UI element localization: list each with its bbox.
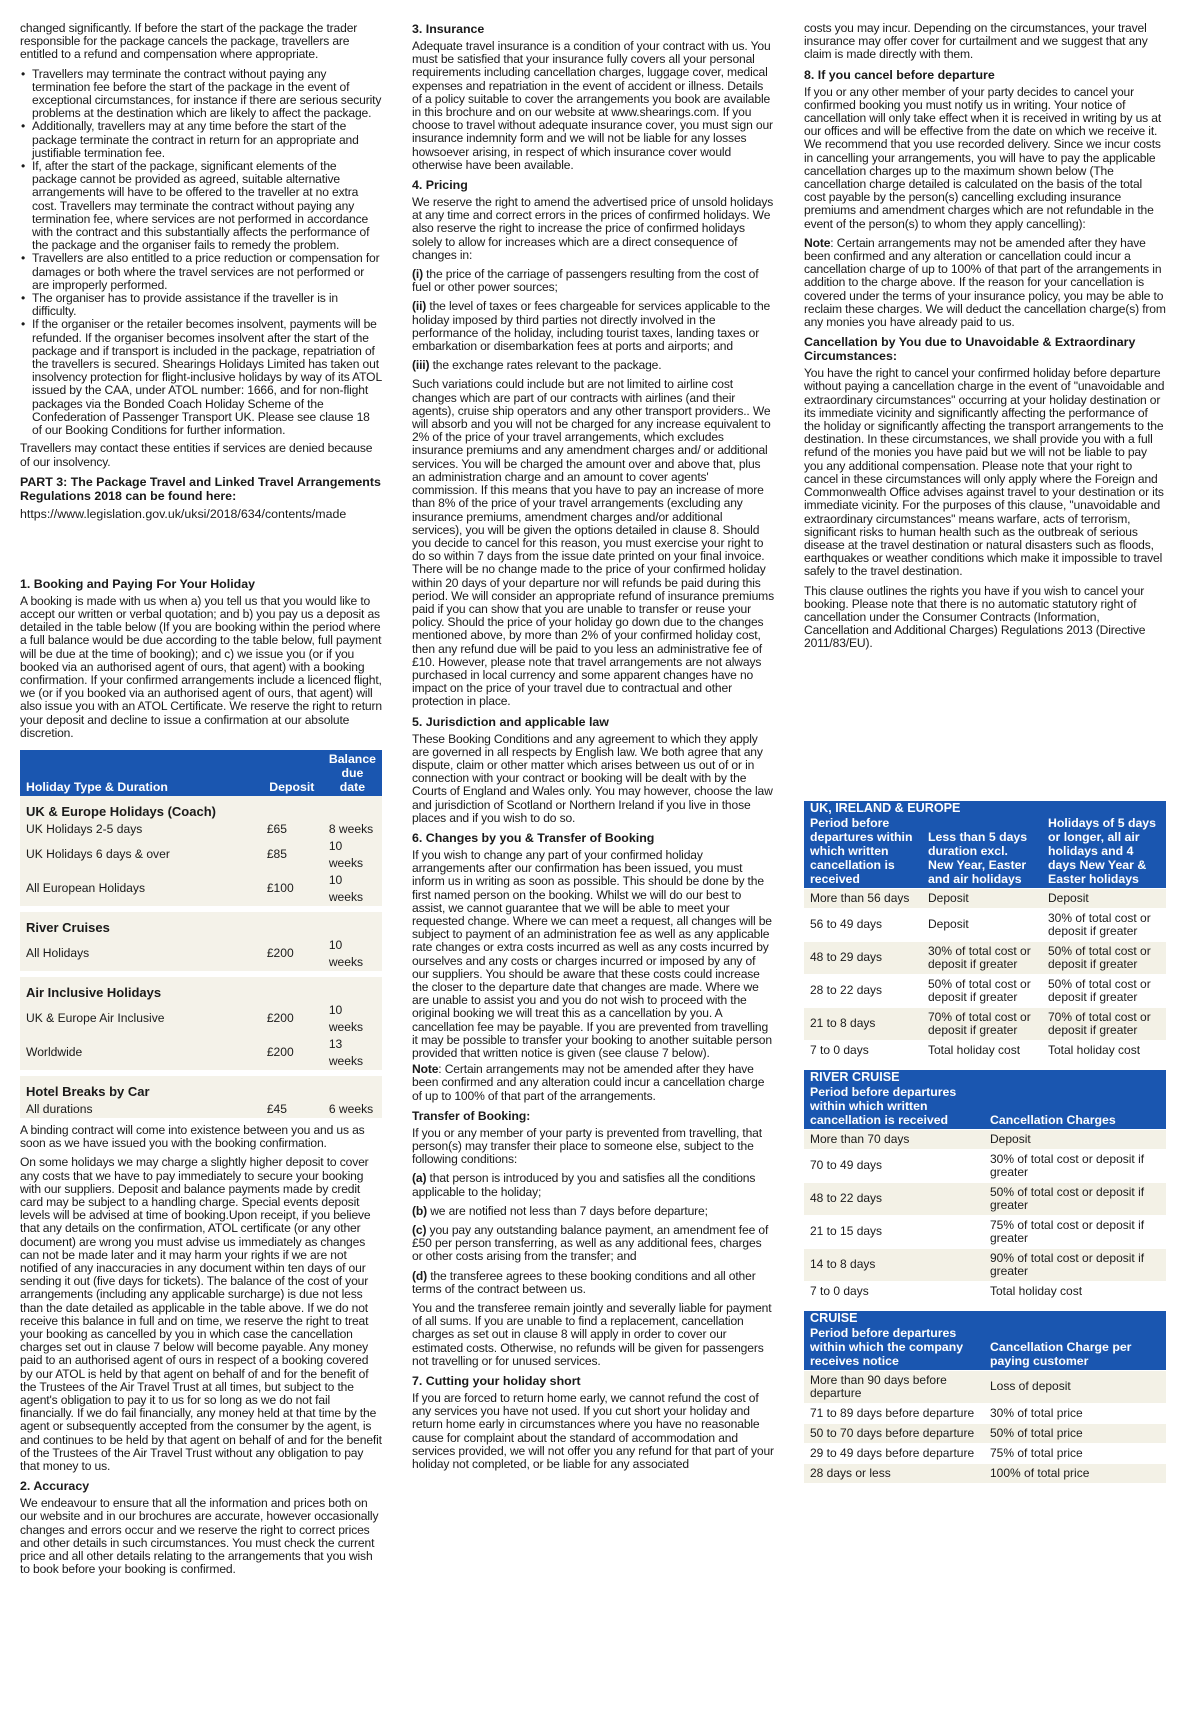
charge-cell: 90% of total cost or deposit if greater (984, 1248, 1166, 1281)
charge-cell: Total holiday cost (1042, 1040, 1166, 1060)
column-header: Cancellation Charge per paying customer (984, 1326, 1166, 1371)
table-row (804, 1443, 1166, 1463)
row-balance: 10 weeks (328, 937, 364, 969)
charge-cell: 70% of total cost or deposit if greater (922, 1007, 1042, 1040)
period-cell: More than 70 days (804, 1129, 984, 1149)
row-label: All European Holidays (26, 881, 145, 896)
column-header: Cancellation Charges (984, 1085, 1166, 1130)
charge-cell: 75% of total cost or deposit if greater (984, 1215, 1166, 1248)
charge-cell: 100% of total price (984, 1463, 1166, 1483)
contract-paragraph: A binding contract will come into existence between you and us as soon as we have issued you with the booking confirmation. (20, 1122, 365, 1151)
column-header: Less than 5 days duration excl. New Year, Easter and air holidays (922, 816, 1042, 889)
table-row (804, 1129, 1166, 1149)
pricing-item-i (412, 268, 774, 294)
charge-cell: 70% of total cost or deposit if greater (1042, 1007, 1166, 1040)
column-header: Period before departures within which written cancellation is received (804, 1085, 984, 1130)
table-row (804, 974, 1166, 1007)
column-header: Period before departures within which the company receives notice (804, 1326, 984, 1371)
section-5-paragraph: These Booking Conditions and any agreement to which they apply are governed in all respects by English law. We both agree that any dispute, claim or other matter which arises between us out of or in connection with your contract or booking will be dealt with by the Courts of England and Wales only. You may however, choose the law and jurisdiction of Scotland or Northern Ireland if you live in those places and if you wish to do so. (412, 731, 773, 825)
legislation-link[interactable]: https://www.legislation.gov.uk/uksi/2018/634/contents/made (20, 506, 347, 521)
table-title: CRUISE (804, 1311, 1166, 1326)
row-deposit: £85 (266, 847, 288, 862)
column-header: Holidays of 5 days or longer, all air holidays and 4 days New Year & Easter holidays (1042, 816, 1166, 889)
table-row (804, 1215, 1166, 1248)
row-label: UK Holidays 6 days & over (26, 847, 170, 862)
table-row (804, 1182, 1166, 1215)
bullet-item: • Additionally, travellers may at any time before the start of the package terminate the contract in return for an appropriate and justifiable termination fee. (20, 120, 382, 160)
contact-paragraph: Travellers may contact these entities if services are denied because of our insolvency. (20, 441, 373, 469)
river-cruise-table (804, 1070, 1166, 1301)
bullet-item: • If, after the start of the package, significant elements of the package cannot be provided as agreed, suitable alternative arrangements will have to be offered to the traveller at no extra cost. Travellers may terminate the contract without paying any termination fee, where services are not performed in accordance with the contract and this substantially affects the performance of the package and the organiser fails to remedy the problem. (20, 160, 382, 252)
unavoidable-paragraph: You have the right to cancel your confirmed holiday before departure without paying a cancellation charge in the event of "unavoidable and extraordinary circumstances" occurring at your holiday destination or its immediate vicinity and significantly affecting the performance of the holiday or significantly affecting the transport arrangements to the destination. In these circumstances, we shall provide you with a full refund of the monies you have paid but we will not be liable to pay you any additional compensation. Please note that your right to cancel in these circumstances will only apply where the Foreign and Commonwealth Office advises against travel to your destination or its immediate vicinity. For the purposes of this clause, "unavoidable and extraordinary circumstances" means warfare, acts of terrorism, significant risks to human health such as the outbreak of serious disease at the travel destination or natural disasters such as floods, earthquakes or weather conditions which make it impossible to travel safely to the travel destination. (804, 366, 1165, 579)
charge-cell: 30% of total cost or deposit if greater (984, 1149, 1166, 1182)
deposit-table-header-type: Holiday Type & Duration (20, 750, 261, 796)
section-1-heading: 1. Booking and Paying For Your Holiday (20, 576, 255, 591)
row-balance: 6 weeks (328, 1101, 374, 1116)
section-4-paragraph: We reserve the right to amend the advertised price of unsold holidays at any time and correct errors in the prices of confirmed holidays. We also reserve the right to increase the price of confirmed holidays solely to allow for increases which are a direct consequence of changes in: (412, 195, 774, 262)
charge-cell: 75% of total price (984, 1443, 1166, 1463)
column-right (804, 22, 1166, 1716)
table-row (804, 888, 1166, 908)
cruise-table (804, 1311, 1166, 1483)
period-cell: 7 to 0 days (804, 1040, 922, 1060)
section-2-paragraph: We endeavour to ensure that all the information and prices both on our website and in our brochures are accurate, however occasionally changes and errors occur and we reserve the right to correct prices and other details in such circumstances. You must check the current price and all other details relating to the arrangements that you wish to book before your booking is confirmed. (20, 1496, 379, 1577)
charge-cell: Total holiday cost (922, 1040, 1042, 1060)
unavoidable-heading: Cancellation by You due to Unavoidable & Extraordinary Circumstances: (804, 335, 1136, 364)
column-header: Period before departures within which written cancellation is received (804, 816, 922, 889)
period-cell: 21 to 8 days (804, 1007, 922, 1040)
statutory-paragraph: This clause outlines the rights you have if you wish to cancel your booking. Please note that there is no automatic statutory right of cancellation under the Consumer Contracts (Information, Cancellation and Additional Charges) Regulations 2013 (Directive 2011/83/EU). (804, 583, 1146, 651)
transfer-condition-c (412, 1224, 774, 1264)
row-deposit: £200 (266, 1011, 294, 1026)
bullet-item: • If the organiser or the retailer becomes insolvent, payments will be refunded. If the organiser becomes insolvent after the start of the package and if transport is included in the package, repatriation of the travellers is secured. Shearings Holidays Limited has taken out insolvency protection for flight-inclusive holidays by way of its ATOL issued by the CAA, under ATOL number: 1666, and for non-flight packages via the Bonded Coach Holiday Scheme of the Confederation of Passenger Transport UK. Please see clause 18 of our Booking Conditions for further information. (20, 318, 382, 437)
table-title: RIVER CRUISE (804, 1070, 1166, 1085)
section-3-paragraph: Adequate travel insurance is a condition of your contract with us. You must be satisfied that your insurance fully covers all your personal requirements including cancellation charges, luggage cover, medical expenses and repatriation in the event of accident or illness. Details of a policy suitable to cover the arrangements you book are available in this brochure and on our website at www.shearings.com. If you choose to travel without adequate insurance cover, you must sign our insurance indemnity form and we will not be liable for any losses howsoever arising, in respect of which insurance cover would otherwise have been available. (412, 39, 773, 172)
transfer-heading: Transfer of Booking: (412, 1108, 531, 1123)
item-text: that person is introduced by you and satisfies all the conditions applicable to the holiday; (412, 1171, 756, 1199)
item-marker: (c) (412, 1223, 427, 1238)
bullet-item: • Travellers are also entitled to a price reduction or compensation for damages or both where the travel services are not performed or are improperly performed. (20, 252, 382, 292)
row-deposit: £100 (266, 881, 294, 896)
row-balance: 8 weeks (328, 821, 374, 836)
charge-cell: 30% of total price (984, 1403, 1166, 1423)
charge-cell: 50% of total cost or deposit if greater (922, 974, 1042, 1007)
column-left (20, 22, 382, 1716)
charge-cell: Deposit (1042, 888, 1166, 908)
deposit-table-header-deposit: Deposit (261, 750, 323, 796)
row-balance: 10 weeks (328, 1002, 364, 1034)
section-8-heading: 8. If you cancel before departure (804, 67, 995, 82)
period-cell: 70 to 49 days (804, 1149, 984, 1182)
period-cell: 56 to 49 days (804, 908, 922, 941)
note-label: Note (804, 235, 831, 250)
section-4-heading: 4. Pricing (412, 178, 468, 193)
item-text: you pay any outstanding balance payment, an amendment fee of £50 per person transferring, as well as any additional fees, charges or other costs arising from the transfer; and (412, 1223, 769, 1264)
note-text: : Certain arrangements may not be amended after they have been confirmed and any alteration or cancellation could incur a cancellation charge of up to 100% of that part of the arrangements in addition to the charge above. If the reason for your cancellation is covered under the terms of your insurance policy, you may be able to reclaim these charges. We will deduct the cancellation charge(s) from any monies you have already paid to us. (804, 235, 1166, 330)
period-cell: 48 to 29 days (804, 941, 922, 974)
table-row (20, 937, 382, 971)
row-label: All Holidays (26, 946, 90, 961)
table-row (804, 1248, 1166, 1281)
table-row (804, 1403, 1166, 1423)
period-cell: 71 to 89 days before departure (804, 1403, 984, 1423)
section-2-heading: 2. Accuracy (20, 1479, 90, 1494)
period-cell: More than 56 days (804, 888, 922, 908)
table-row (20, 838, 382, 872)
period-cell: More than 90 days before departure (804, 1370, 984, 1403)
table-row (20, 1036, 382, 1070)
item-text: the transferee agrees to these booking conditions and all other terms of the contract between us. (412, 1268, 756, 1296)
note-text: : Certain arrangements may not be amended after they have been confirmed and any alteration could incur a cancellation charge of up to 100% of that part of the arrangements. (412, 1062, 765, 1103)
section-6-note (412, 1063, 774, 1103)
bullet-item: • Travellers may terminate the contract without paying any termination fee before the start of the package in the event of exceptional circumstances, for instance if there are serious security problems at the destination which are likely to affect the package. (20, 68, 382, 121)
part3-heading: PART 3: The Package Travel and Linked Travel Arrangements Regulations 2018 can be found here: (20, 474, 381, 503)
row-label: UK Holidays 2-5 days (26, 821, 143, 836)
charge-cell: Loss of deposit (984, 1370, 1166, 1403)
section-7-paragraph: If you are forced to return home early, we cannot refund the cost of any services you have not used. If you cut short your holiday and return home early in circumstances where you have no reasonable cause for complaint about the standard of accommodation and services provided, we will not offer you any refund for that part of your holiday not completed, or be liable for any associated (412, 1391, 774, 1472)
item-marker: (a) (412, 1171, 427, 1186)
rights-bullet-list (20, 68, 382, 438)
transfer-condition-d (412, 1270, 774, 1296)
row-deposit: £45 (266, 1101, 288, 1116)
item-text: we are notified not less than 7 days before departure; (427, 1203, 708, 1218)
period-cell: 7 to 0 days (804, 1281, 984, 1301)
section-5-heading: 5. Jurisdiction and applicable law (412, 714, 609, 729)
item-text: the price of the carriage of passengers resulting from the cost of fuel or other power sources; (412, 267, 759, 295)
row-label: All durations (26, 1101, 93, 1116)
section-7-heading: 7. Cutting your holiday short (412, 1374, 581, 1389)
transfer-liability-paragraph: You and the transferee remain jointly and severally liable for payment of all sums. If you are unable to find a replacement, cancellation charges as set out in clause 8 will apply in order to cover our estimated costs. Otherwise, no refunds will be given for passengers not travelling or for unused services. (412, 1301, 772, 1368)
section-8-paragraph: If you or any other member of your party decides to cancel your confirmed booking you must notify us in writing. Your notice of cancellation will only take effect when it is received in writing by us at our offices and will be effective from the date on which we receive it. We recommend that you use recorded delivery. Since we incur costs in cancelling your arrangements, you will have to pay the applicable cancellation charges up to the maximum shown below (The cancellation charge detailed is calculated on the basis of the total cost payable by the person(s) cancelling excluding insurance premiums and amendment charges which are not refundable in the event of the person(s) to whom they apply cancelling): (804, 84, 1162, 231)
table-row (804, 1423, 1166, 1443)
table-row (20, 1002, 382, 1036)
row-balance: 10 weeks (328, 872, 364, 904)
deposit-group-title: Air Inclusive Holidays (26, 984, 162, 1000)
row-balance: 13 weeks (328, 1036, 364, 1068)
charge-cell: Total holiday cost (984, 1281, 1166, 1301)
item-text: the exchange rates relevant to the package. (429, 358, 662, 373)
item-text: the level of taxes or fees chargeable for services applicable to the holiday imposed by third parties not directly involved in the performance of the holiday, including tourist taxes, landing taxes or embarkation or disembarkation fees at ports and airports; and (412, 299, 771, 354)
table-row (804, 1370, 1166, 1403)
transfer-condition-a (412, 1172, 774, 1198)
continued-paragraph: costs you may incur. Depending on the circumstances, your travel insurance may offer cover for curtailment and we suggest that any claim is made directly with them. (804, 22, 1148, 62)
row-deposit: £200 (266, 1045, 294, 1060)
bullet-item: • The organiser has to provide assistance if the traveller is in difficulty. (20, 292, 382, 318)
charge-cell: Deposit (922, 908, 1042, 941)
period-cell: 50 to 70 days before departure (804, 1423, 984, 1443)
charge-cell: Deposit (984, 1129, 1166, 1149)
charge-cell: 50% of total cost or deposit if greater (984, 1182, 1166, 1215)
intro-paragraph: changed significantly. If before the start of the package the trader responsible for the package cancels the package, travellers are entitled to a refund and compensation where appropriate. (20, 22, 358, 62)
item-marker: (d) (412, 1268, 427, 1283)
charge-cell: 30% of total cost or deposit if greater (1042, 908, 1166, 941)
period-cell: 28 days or less (804, 1463, 984, 1483)
row-balance: 10 weeks (328, 838, 364, 870)
row-deposit: £65 (266, 821, 288, 836)
table-row (804, 1040, 1166, 1060)
deposit-paragraph: On some holidays we may charge a slightly higher deposit to cover any costs that we have to pay immediately to secure your booking with our suppliers. Deposit and balance payments made by credit card may be subject to a handling charge. Special events deposit levels will be advised at time of booking.Upon receipt, if you believe that any details on the confirmation, ATOL certificate (or any other document) are wrong you must advise us immediately as changes can not be made later and it may harm your rights if we are not notified of any inaccuracies in any document within ten days of our sending it out (five days for tickets). The balance of the cost of your arrangements (including any applicable surcharge) is due not less than the date detailed as applicable in the table above. If we do not receive this balance in full and on time, we reserve the right to treat your booking as cancelled by you in which case the cancellation charges set out in clause 7 below will become payable. Any money paid to an authorised agent of ours in respect of a booking covered by our ATOL is held by that agent on behalf of and for the benefit of the Trustees of the Air Travel Trust at all times, but subject to the agent's obligation to pay it to us for so long as we do not fail financially. If we do fail financially, any money held at that time by the agent or subsequently accepted from the consumer by the agent, is and continues to be held by that agent on behalf of and for the benefit of the Trustees of the Air Travel Trust without any obligation to pay that money to us. (20, 1155, 382, 1474)
period-cell: 48 to 22 days (804, 1182, 984, 1215)
pricing-variations-paragraph: Such variations could include but are not limited to airline cost changes which are part of our contracts with airlines (and their agents), cruise ship operators and any other transport providers.. We will absorb and you will not be charged for any increase equivalent to 2% of the price of your travel arrangements, which excludes insurance premiums and any amendment charges and/ or additional services. You will be charged the amount over and above that, plus an administration charge and an amount to cover agents' commission. If this means that you have to pay an increase of more than 8% of the price of your travel arrangements (excluding any insurance premiums, amendment charges and/or additional services), you will be given the options detailed in clause 8. Should you decide to cancel for this reason, you must exercise your right to do so within 7 days from the issue date printed on your final invoice. There will be no change made to the price of your confirmed holiday within 20 days of your departure nor will refunds be paid during this period. We will consider an appropriate refund of insurance premiums paid if you can show that you are unable to transfer or reuse your policy. Should the price of your holiday go down due to the changes mentioned above, by more than 2% of your confirmed holiday cost, then any refund due will be paid to you less an administrative fee of £10. However, please note that travel arrangements are not always purchased in local currency and some apparent changes have no impact on the price of your travel due to contractual and other protection in place. (412, 377, 774, 709)
period-cell: 29 to 49 days before departure (804, 1443, 984, 1463)
table-row (804, 908, 1166, 941)
section-8-note (804, 237, 1166, 329)
table-title: UK, IRELAND & EUROPE (804, 801, 1166, 816)
item-marker: (ii) (412, 299, 427, 314)
section-6-heading: 6. Changes by you & Transfer of Booking (412, 830, 655, 845)
period-cell: 14 to 8 days (804, 1248, 984, 1281)
table-row (804, 1281, 1166, 1301)
row-label: Worldwide (26, 1045, 83, 1060)
table-row (20, 821, 382, 838)
item-marker: (i) (412, 267, 423, 282)
section-3-heading: 3. Insurance (412, 22, 485, 36)
charge-cell: 30% of total cost or deposit if greater (922, 941, 1042, 974)
charge-cell: 50% of total cost or deposit if greater (1042, 974, 1166, 1007)
pricing-item-iii (412, 359, 774, 372)
charge-cell: 50% of total price (984, 1423, 1166, 1443)
table-row (804, 1463, 1166, 1483)
period-cell: 21 to 15 days (804, 1215, 984, 1248)
note-label: Note (412, 1062, 439, 1077)
charge-cell: 50% of total cost or deposit if greater (1042, 941, 1166, 974)
table-row (804, 1007, 1166, 1040)
deposit-group-title: River Cruises (26, 919, 110, 935)
section-1-paragraph: A booking is made with us when a) you tell us that you would like to accept our written or verbal quotation; and b) you pay us a deposit as detailed in the table below (If you are booking within the period where a full balance would be due according to the table below, full payment will be due at the time of booking); and c) we issue you (or if you booked via an authorised agent of ours, that agent) with a booking confirmation. If your confirmed arrangements include a licenced flight, we (or if you booked via an authorised agent of ours, that agent) will also issue you with an ATOL Certificate. We reserve the right to return your deposit and decline to issue a confirmation at our absolute discretion. (20, 593, 382, 740)
transfer-paragraph: If you or any member of your party is prevented from travelling, that person(s) may transfer their place to someone else, subject to the following conditions: (412, 1125, 762, 1167)
column-middle (412, 22, 774, 1716)
charge-cell: Deposit (922, 888, 1042, 908)
item-marker: (b) (412, 1203, 427, 1218)
deposit-group-title: UK & Europe Holidays (Coach) (26, 803, 216, 819)
deposit-group-title: Hotel Breaks by Car (26, 1083, 150, 1099)
deposit-table (20, 750, 382, 1118)
deposit-table-header-balance: Balance due date (323, 750, 382, 796)
table-row (804, 1149, 1166, 1182)
transfer-condition-b (412, 1205, 774, 1218)
item-marker: (iii) (412, 358, 430, 373)
row-deposit: £200 (266, 946, 294, 961)
row-label: UK & Europe Air Inclusive (26, 1011, 165, 1026)
table-row (20, 1101, 382, 1118)
table-row (804, 941, 1166, 974)
pricing-item-ii (412, 300, 774, 353)
period-cell: 28 to 22 days (804, 974, 922, 1007)
table-row (20, 872, 382, 906)
section-6-paragraph: If you wish to change any part of your confirmed holiday arrangements after our confirmation has been issued, you must inform us in writing as soon as possible. This should be done by the first named person on the booking. Whilst we will do our best to assist, we cannot guarantee that we will be able to meet your requested change. Where we can meet a request, all changes will be subject to payment of an administration fee as well as any applicable rate changes or extra costs incurred as well as any costs incurred by ourselves and any costs or charges incurred or imposed by any of our suppliers. You should be aware that these costs could increase the closer to the departure date that changes are made. Where we are unable to assist you and you do not wish to proceed with the original booking we will treat this as a cancellation by you. A cancellation fee may be payable. If you are prevented from travelling it may be possible to transfer your booking to another suitable person provided that written notice is given (see clause 7 below). (412, 847, 772, 1061)
uk-ireland-europe-table (804, 801, 1166, 1060)
